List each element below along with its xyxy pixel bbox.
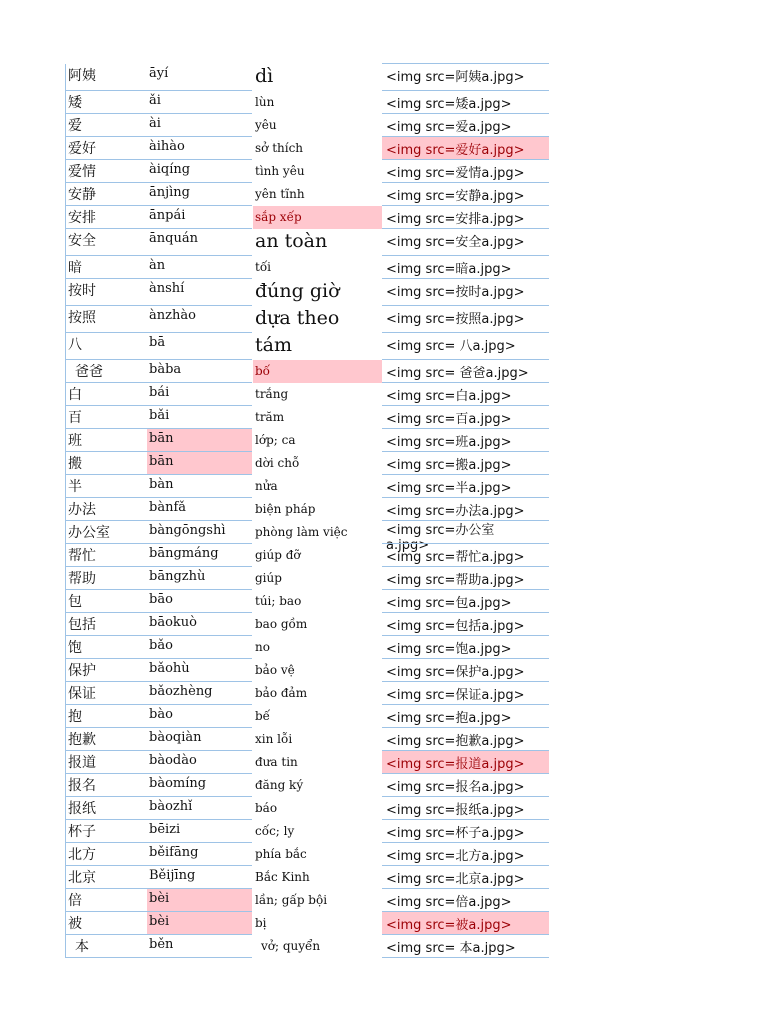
hanzi-cell: 抱歉 [65,728,147,751]
image-tag-cell: <img src=保证a.jpg> [382,681,549,705]
table-row [65,682,549,705]
pinyin-cell: āyí [147,64,252,91]
image-tag-cell: <img src=报纸a.jpg> [382,796,549,820]
image-tag-cell: <img src= 本a.jpg> [382,934,549,958]
table-row [65,306,549,333]
pinyin-cell: bǎi [147,406,252,429]
vietnamese-cell: yêu [255,118,277,132]
pinyin-cell: bàomíng [147,774,252,797]
table-row [65,206,549,229]
table-row [65,475,549,498]
pinyin-cell: bànfǎ [147,498,252,521]
pinyin-cell: bàoqiàn [147,728,252,751]
table-row [65,279,549,306]
pinyin-cell: bāngzhù [147,567,252,590]
image-tag-cell: <img src=被a.jpg> [382,911,549,935]
hanzi-cell: 报名 [65,774,147,797]
image-tag-cell: <img src=杯子a.jpg> [382,819,549,843]
vietnamese-cell: cốc; ly [255,824,295,838]
image-tag-cell: <img src=安排a.jpg> [382,205,549,229]
pinyin-cell: bēizi [147,820,252,843]
image-tag-cell: <img src=按时a.jpg> [382,278,549,306]
hanzi-cell: 北京 [65,866,147,889]
hanzi-cell: 倍 [65,889,147,912]
image-tag-cell: <img src=爱好a.jpg> [382,136,549,160]
table-row [65,183,549,206]
hanzi-cell: 搬 [65,452,147,475]
pinyin-cell: àihào [147,137,252,160]
table-row [65,843,549,866]
image-tag-cell: <img src=北京a.jpg> [382,865,549,889]
table-row [65,498,549,521]
vietnamese-cell: lùn [255,95,275,109]
pinyin-cell: bāokuò [147,613,252,636]
pinyin-cell: bàba [147,360,252,383]
image-tag-cell: <img src=帮忙a.jpg> [382,543,549,567]
hanzi-cell: 爱情 [65,160,147,183]
image-tag-cell: <img src=安全a.jpg> [382,228,549,256]
vietnamese-cell: dì [255,65,274,87]
hanzi-cell: 包括 [65,613,147,636]
image-tag-cell: <img src=北方a.jpg> [382,842,549,866]
vietnamese-cell: phía bắc [255,847,307,861]
vietnamese-cell: tình yêu [255,164,305,178]
image-tag-cell: <img src=包括a.jpg> [382,612,549,636]
image-tag-cell: <img src=百a.jpg> [382,405,549,429]
vietnamese-cell: túi; bao [255,594,302,608]
pinyin-cell: bā [147,333,252,360]
vietnamese-cell: dời chỗ [255,456,300,470]
image-tag-cell: <img src=办公室a.jpg> [382,520,522,544]
table-row [65,820,549,843]
vietnamese-cell: Bắc Kinh [255,870,310,884]
pinyin-cell: bàn [147,475,252,498]
image-tag-cell: <img src= 爸爸a.jpg> [382,359,549,383]
vietnamese-cell: vở; quyển [261,939,321,953]
pinyin-cell: ānjìng [147,183,252,206]
vietnamese-cell: phòng làm việc [255,525,348,539]
pinyin-cell: ǎi [147,91,252,114]
table-row [65,91,549,114]
pinyin-cell: bāngmáng [147,544,252,567]
table-row [65,912,549,935]
hanzi-cell: 矮 [65,91,147,114]
vietnamese-cell: đưa tin [255,755,298,769]
image-tag-cell: <img src=抱歉a.jpg> [382,727,549,751]
pinyin-cell: bàodào [147,751,252,774]
table-row [65,64,549,91]
table-row [65,452,549,475]
hanzi-cell: 帮助 [65,567,147,590]
table-row [65,137,549,160]
pinyin-cell: ànzhào [147,306,252,333]
image-tag-cell: <img src=半a.jpg> [382,474,549,498]
image-tag-cell: <img src=报名a.jpg> [382,773,549,797]
pinyin-cell: ānpái [147,206,252,229]
hanzi-cell: 本 [65,935,147,958]
vietnamese-cell: sở thích [255,141,304,155]
vietnamese-cell: yên tĩnh [255,187,305,201]
vietnamese-cell: tối [255,260,272,274]
image-tag-cell: <img src=爱a.jpg> [382,113,549,137]
pinyin-cell: bǎozhèng [147,682,252,705]
hanzi-cell: 爱好 [65,137,147,160]
image-tag-cell: <img src=饱a.jpg> [382,635,549,659]
table-row [65,383,549,406]
vietnamese-cell: nửa [255,479,278,493]
hanzi-cell: 半 [65,475,147,498]
pinyin-cell: bān [147,429,252,452]
vietnamese-cell: bị [255,916,267,930]
table-row [65,590,549,613]
image-tag-cell: <img src=白a.jpg> [382,382,549,406]
pinyin-cell: bào [147,705,252,728]
hanzi-cell: 百 [65,406,147,429]
table-row [65,935,549,958]
table-row [65,866,549,889]
table-row [65,797,549,820]
image-tag-cell: <img src=爱情a.jpg> [382,159,549,183]
hanzi-cell: 办法 [65,498,147,521]
table-row [65,567,549,590]
hanzi-cell: 包 [65,590,147,613]
pinyin-cell: àn [147,256,252,279]
pinyin-cell: bái [147,383,252,406]
image-tag-cell: <img src=倍a.jpg> [382,888,549,912]
hanzi-cell: 安静 [65,183,147,206]
hanzi-cell: 按照 [65,306,147,333]
table-row [65,774,549,797]
pinyin-cell: àiqíng [147,160,252,183]
table-row [65,705,549,728]
table-row [65,728,549,751]
table-row [65,613,549,636]
pinyin-cell: ànshí [147,279,252,306]
hanzi-cell: 按时 [65,279,147,306]
hanzi-cell: 爱 [65,114,147,137]
image-tag-cell: <img src=保护a.jpg> [382,658,549,682]
image-tag-cell: <img src=矮a.jpg> [382,90,549,114]
hanzi-cell: 暗 [65,256,147,279]
pinyin-cell: bàngōngshì [147,521,252,544]
vietnamese-cell: bế [255,709,271,723]
table-row [65,429,549,452]
vocabulary-table [65,64,549,958]
vietnamese-cell: dựa theo [255,307,340,329]
image-tag-cell: <img src=抱a.jpg> [382,704,549,728]
table-row [65,160,549,183]
pinyin-cell: bǎohù [147,659,252,682]
table-row [65,544,549,567]
vietnamese-cell: đăng ký [255,778,304,792]
hanzi-cell: 八 [65,333,147,360]
table-row [65,256,549,279]
vietnamese-cell: giúp đỡ [255,548,301,562]
pinyin-cell: běn [147,935,252,958]
hanzi-cell: 抱 [65,705,147,728]
pinyin-cell: ài [147,114,252,137]
vietnamese-cell: xin lỗi [255,732,293,746]
hanzi-cell: 安全 [65,229,147,256]
hanzi-cell: 保证 [65,682,147,705]
vietnamese-cell: sắp xếp [253,206,382,229]
table-row [65,114,549,137]
hanzi-cell: 北方 [65,843,147,866]
image-tag-cell: <img src=班a.jpg> [382,428,549,452]
image-tag-cell: <img src=阿姨a.jpg> [382,63,549,91]
pinyin-cell: ānquán [147,229,252,256]
image-tag-cell: <img src=办法a.jpg> [382,497,549,521]
image-tag-cell: <img src=搬a.jpg> [382,451,549,475]
hanzi-cell: 班 [65,429,147,452]
pinyin-cell: běifāng [147,843,252,866]
vietnamese-cell: biện pháp [255,502,316,516]
vietnamese-cell: đúng giờ [255,280,340,302]
vietnamese-cell: trắng [255,387,289,401]
hanzi-cell: 阿姨 [65,64,147,91]
pinyin-cell: Běijīng [147,866,252,889]
table-row [65,229,549,256]
image-tag-cell: <img src=包a.jpg> [382,589,549,613]
pinyin-cell: bān [147,452,252,475]
image-tag-cell: <img src=暗a.jpg> [382,255,549,279]
table-row [65,636,549,659]
pinyin-cell: bèi [147,889,252,912]
pinyin-cell: bāo [147,590,252,613]
pinyin-cell: bàozhǐ [147,797,252,820]
vietnamese-cell: giúp [255,571,282,585]
image-tag-cell: <img src=帮助a.jpg> [382,566,549,590]
vietnamese-cell: tám [255,334,292,356]
table-row [65,360,549,383]
table-row [65,333,549,360]
hanzi-cell: 帮忙 [65,544,147,567]
table-row [65,406,549,429]
image-tag-cell: <img src=报道a.jpg> [382,750,549,774]
hanzi-cell: 爸爸 [65,360,147,383]
image-tag-cell: <img src= 八a.jpg> [382,332,549,360]
vietnamese-cell: bảo đảm [255,686,308,700]
table-row [65,659,549,682]
image-tag-cell: <img src=安静a.jpg> [382,182,549,206]
image-tag-cell: <img src=按照a.jpg> [382,305,549,333]
hanzi-cell: 办公室 [65,521,147,544]
table-row [65,521,549,553]
vietnamese-cell: báo [255,801,278,815]
vietnamese-cell: no [255,640,270,654]
hanzi-cell: 饱 [65,636,147,659]
vietnamese-cell: bao gồm [255,617,308,631]
hanzi-cell: 报道 [65,751,147,774]
table-row [65,889,549,912]
vietnamese-cell: trăm [255,410,285,424]
table-row [65,751,549,774]
vietnamese-cell: lớp; ca [255,433,296,447]
hanzi-cell: 白 [65,383,147,406]
pinyin-cell: bǎo [147,636,252,659]
pinyin-cell: bèi [147,912,252,935]
hanzi-cell: 报纸 [65,797,147,820]
vietnamese-cell: an toàn [255,230,328,252]
hanzi-cell: 安排 [65,206,147,229]
vietnamese-cell: bố [253,360,382,383]
vietnamese-cell: bảo vệ [255,663,295,677]
vietnamese-cell: lần; gấp bội [255,893,328,907]
hanzi-cell: 杯子 [65,820,147,843]
hanzi-cell: 保护 [65,659,147,682]
hanzi-cell: 被 [65,912,147,935]
